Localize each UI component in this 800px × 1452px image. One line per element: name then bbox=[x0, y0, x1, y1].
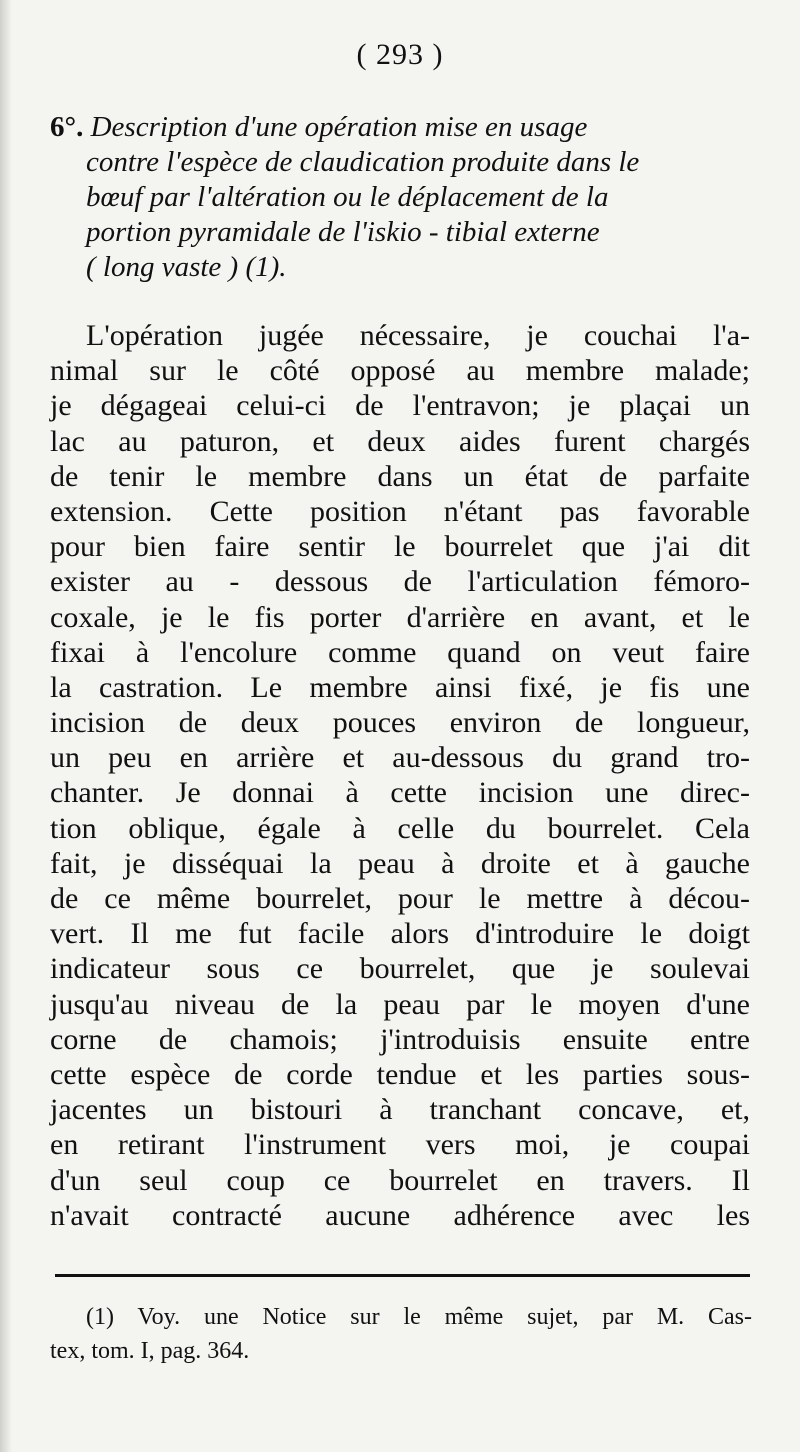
heading-line: portion pyramidale de l'iskio - tibial externe bbox=[86, 216, 600, 248]
body-line: vert. Il me fut facile alors d'introduire le doigt bbox=[50, 917, 750, 951]
body-line: d'un seul coup ce bourrelet en travers. Il bbox=[50, 1163, 750, 1197]
body-line: de tenir le membre dans un état de parfaite bbox=[50, 459, 750, 493]
body-line: coxale, je le fis porter d'arrière en avant, et le bbox=[50, 600, 750, 634]
heading-line: contre l'espèce de claudication produite dans le bbox=[86, 146, 640, 178]
page-number: ( 293 ) bbox=[356, 38, 444, 71]
section-heading bbox=[50, 110, 772, 285]
body-line: nimal sur le côté opposé au membre malade; bbox=[50, 354, 750, 388]
body-line: fait, je disséquai la peau à droite et à gauche bbox=[50, 846, 750, 880]
body-line: indicateur sous ce bourrelet, que je soulevai bbox=[50, 952, 750, 986]
body-line: lac au paturon, et deux aides furent chargés bbox=[50, 424, 750, 458]
body-line: fixai à l'encolure comme quand on veut faire bbox=[50, 635, 750, 669]
body-line: de ce même bourrelet, pour le mettre à décou- bbox=[50, 882, 750, 915]
heading-line bbox=[50, 110, 772, 145]
footnote-line: (1) Voy. une Notice sur le même sujet, par M. Cas- bbox=[86, 1304, 752, 1330]
body-line: je dégageai celui-ci de l'entravon; je plaçai un bbox=[50, 389, 750, 423]
footnote-line: tex, tom. I, pag. 364. bbox=[50, 1338, 250, 1364]
body-line: cette espèce de corde tendue et les parties sous- bbox=[50, 1057, 750, 1091]
body-line: un peu en arrière et au-dessous du grand tro- bbox=[50, 741, 750, 775]
footnote bbox=[50, 1300, 752, 1368]
body-line: incision de deux pouces environ de longueur, bbox=[50, 706, 750, 740]
heading-line: bœuf par l'altération ou le déplacement de la bbox=[86, 181, 609, 213]
body-line: n'avait contracté aucune adhérence avec les bbox=[50, 1198, 750, 1232]
footnote-separator-rule bbox=[55, 1274, 750, 1277]
body-line: jusqu'au niveau de la peau par le moyen d'une bbox=[50, 987, 750, 1021]
body-line: tion oblique, égale à celle du bourrelet. Cela bbox=[50, 811, 750, 845]
body-line: exister au - dessous de l'articulation fémoro- bbox=[50, 565, 750, 599]
body-line: chanter. Je donnai à cette incision une direc- bbox=[50, 776, 750, 810]
body-paragraph bbox=[50, 318, 750, 1233]
heading-line-text: Description d'une opération mise en usage bbox=[90, 111, 588, 143]
body-line: en retirant l'instrument vers moi, je coupai bbox=[50, 1128, 750, 1162]
section-number: 6°. bbox=[50, 111, 84, 143]
heading-line: ( long vaste ) (1). bbox=[86, 251, 287, 283]
body-line: L'opération jugée nécessaire, je couchai l'a- bbox=[86, 319, 750, 352]
body-line: pour bien faire sentir le bourrelet que j'ai dit bbox=[50, 530, 750, 564]
body-line: la castration. Le membre ainsi fixé, je fis une bbox=[50, 670, 750, 704]
body-line: jacentes un bistouri à tranchant concave, et, bbox=[50, 1093, 750, 1127]
body-line: corne de chamois; j'introduisis ensuite entre bbox=[50, 1022, 750, 1056]
body-line: extension. Cette position n'étant pas favorable bbox=[50, 494, 750, 528]
